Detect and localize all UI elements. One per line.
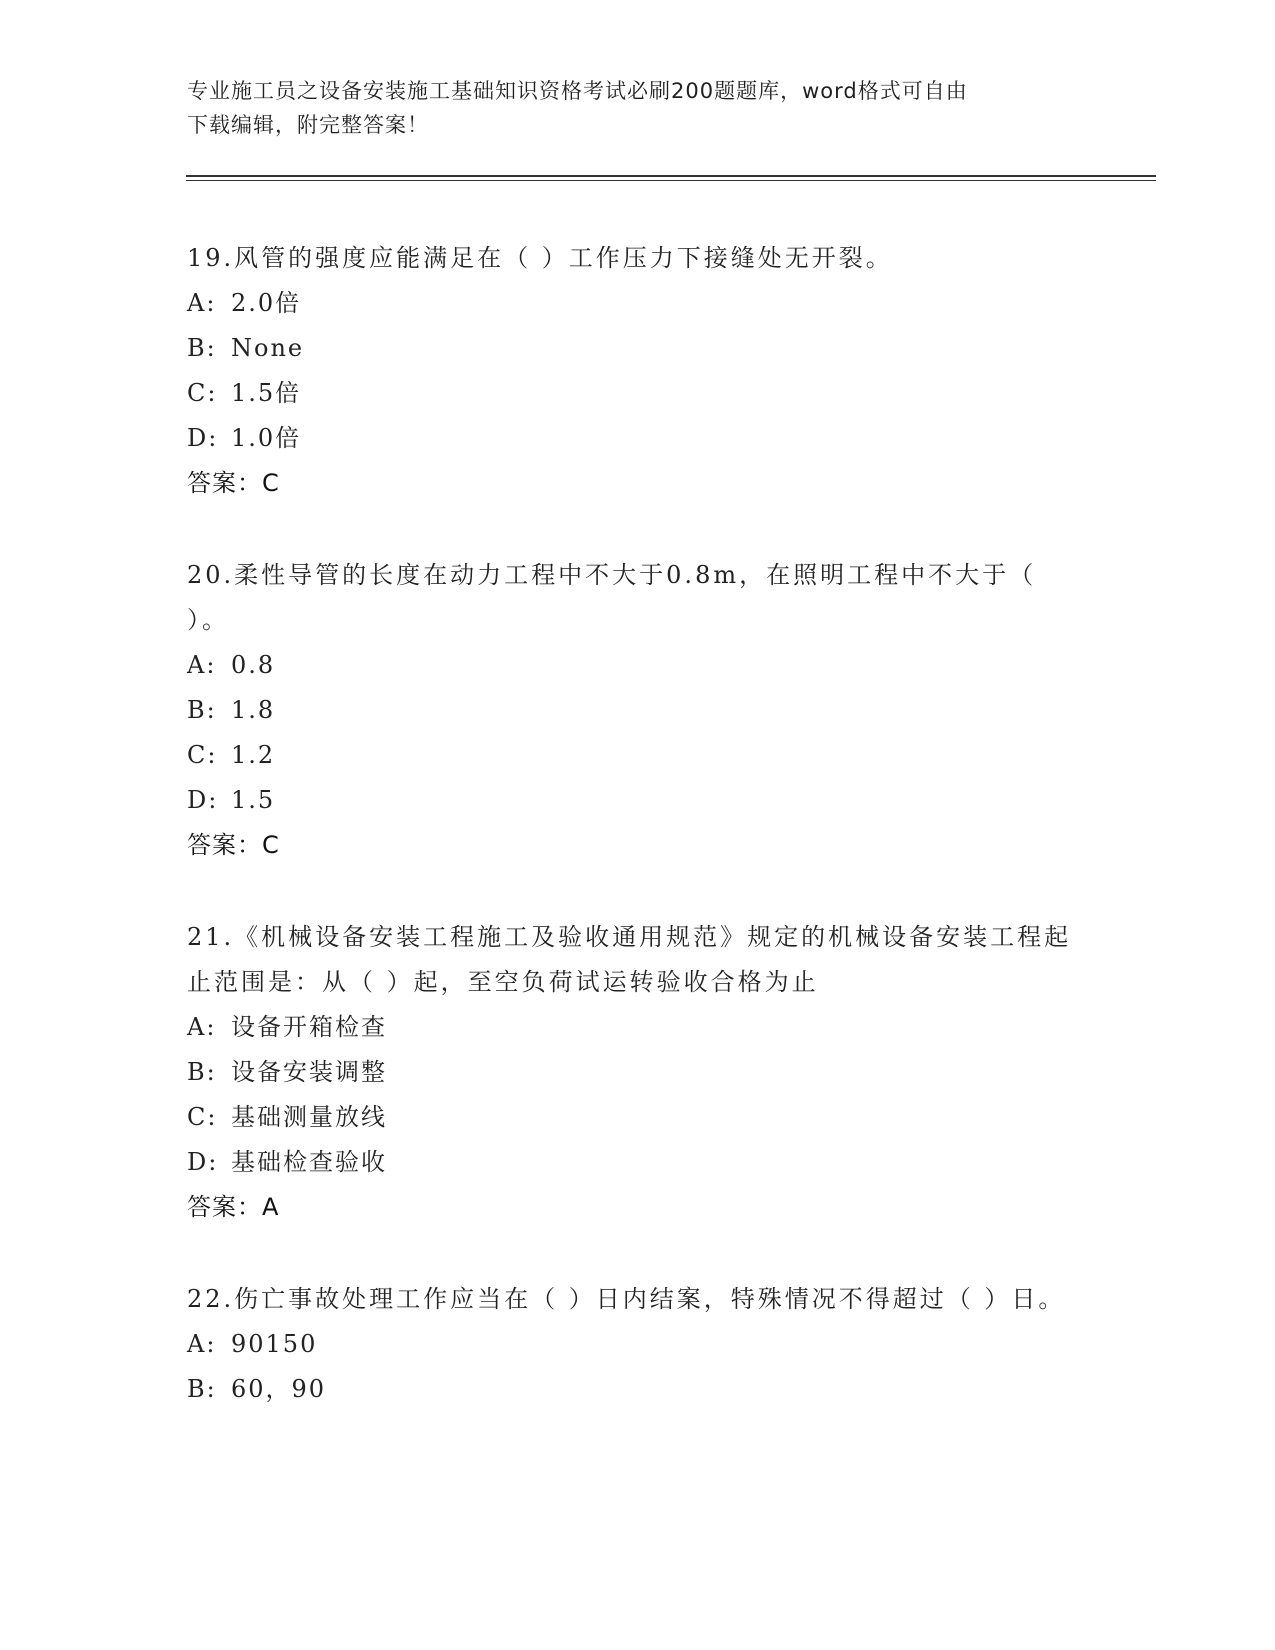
answer-text: 答案：A [187, 1193, 280, 1221]
header-divider [186, 175, 1156, 181]
option-b [187, 326, 1087, 371]
document-header [187, 74, 1077, 142]
option-d [187, 416, 1087, 461]
option-text: 1.5 [231, 786, 276, 814]
option-text: 60，90 [231, 1375, 327, 1403]
option-label: D: [187, 424, 219, 452]
option-text: 1.5倍 [231, 379, 302, 407]
option-a [187, 643, 1087, 688]
option-label: B: [187, 696, 217, 724]
option-text: 基础测量放线 [231, 1103, 387, 1131]
option-label: B: [187, 1058, 217, 1086]
option-text: 基础检查验收 [231, 1148, 387, 1176]
option-label: A: [187, 651, 217, 679]
option-label: C: [187, 1103, 218, 1131]
option-text: 2.0倍 [231, 289, 302, 317]
option-b [187, 1367, 1087, 1412]
option-text: 0.8 [231, 651, 276, 679]
option-label: D: [187, 786, 219, 814]
question-text: 19.风管的强度应能满足在（ ）工作压力下接缝处无开裂。 [187, 244, 893, 272]
header-line-1: 专业施工员之设备安装施工基础知识资格考试必刷200题题库，word格式可自由 [187, 79, 968, 103]
header-line-2: 下载编辑，附完整答案！ [187, 113, 429, 137]
option-text: 设备安装调整 [231, 1058, 387, 1086]
option-b [187, 688, 1087, 733]
question-text: 22.伤亡事故处理工作应当在（ ）日内结案，特殊情况不得超过（ ）日。 [187, 1285, 1066, 1313]
option-text: 90150 [231, 1330, 318, 1358]
answer-text: 答案：C [187, 469, 280, 497]
option-b [187, 1050, 1087, 1095]
option-label: B: [187, 334, 217, 362]
option-label: A: [187, 1013, 217, 1041]
option-d [187, 778, 1087, 823]
option-c [187, 733, 1087, 778]
question-22 [187, 1277, 1087, 1412]
option-label: D: [187, 1148, 219, 1176]
option-label: C: [187, 379, 218, 407]
question-19 [187, 236, 1087, 506]
question-text: 20.柔性导管的长度在动力工程中不大于0.8m，在照明工程中不大于（ ）。 [187, 561, 1037, 634]
option-a [187, 1322, 1087, 1367]
option-label: A: [187, 289, 217, 317]
option-text: 1.2 [231, 741, 276, 769]
option-c [187, 1095, 1087, 1140]
option-text: None [231, 334, 305, 362]
option-label: C: [187, 741, 218, 769]
option-c [187, 371, 1087, 416]
question-list [187, 236, 1087, 1459]
option-a [187, 1005, 1087, 1050]
question-20 [187, 553, 1087, 868]
option-text: 1.0倍 [231, 424, 302, 452]
option-a [187, 281, 1087, 326]
option-label: A: [187, 1330, 217, 1358]
question-21 [187, 915, 1087, 1230]
question-text: 21.《机械设备安装工程施工及验收通用规范》规定的机械设备安装工程起止范围是：从（ ）起，至空负荷试运转验收合格为止 [187, 923, 1072, 996]
option-text: 1.8 [231, 696, 276, 724]
answer-text: 答案：C [187, 831, 280, 859]
option-text: 设备开箱检查 [231, 1013, 387, 1041]
option-d [187, 1140, 1087, 1185]
option-label: B: [187, 1375, 217, 1403]
